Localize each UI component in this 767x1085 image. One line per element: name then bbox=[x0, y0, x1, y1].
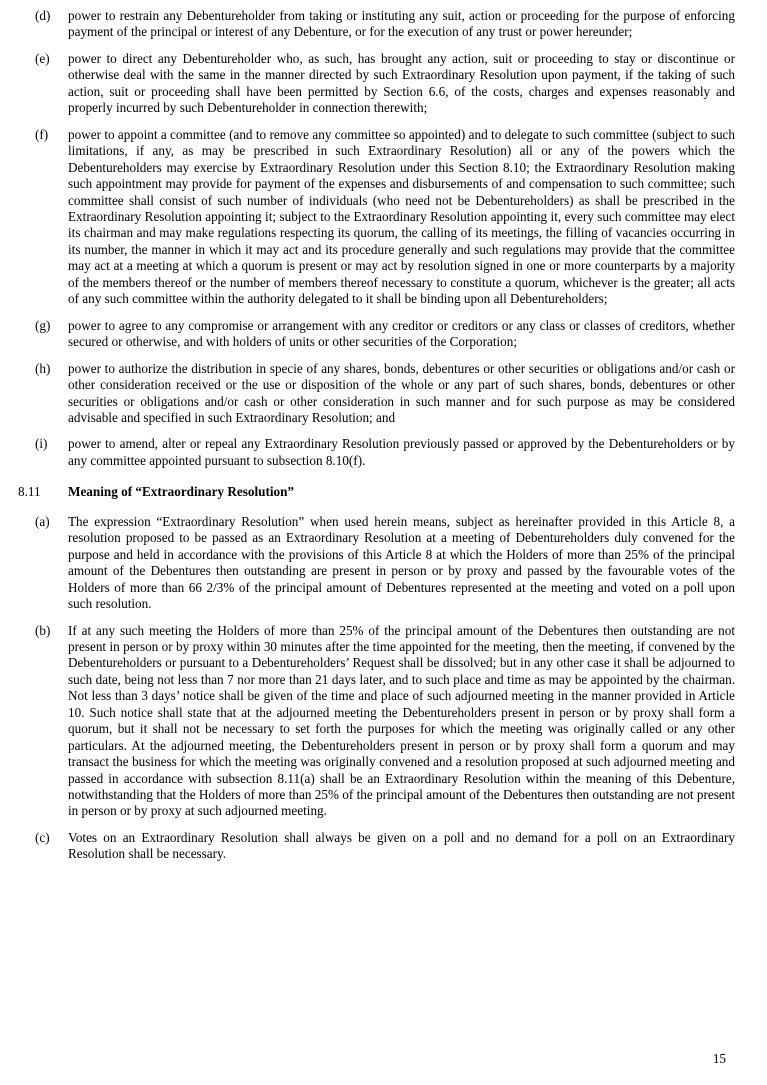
clause-label: (d) bbox=[35, 8, 51, 23]
subsection-label: (b) bbox=[35, 622, 51, 638]
subsection-item bbox=[35, 623, 735, 820]
clause-item bbox=[35, 318, 735, 351]
clause-item bbox=[35, 436, 735, 469]
clause-item bbox=[35, 127, 735, 308]
subsection-item bbox=[35, 514, 735, 613]
section-title: Meaning of “Extraordinary Resolution” bbox=[68, 484, 295, 500]
clause-text: power to direct any Debentureholder who, as such, has brought any action, suit or proceeding to stay or discontinue or otherwise deal with the same in the manner directed by such Extraordinary Resolution upon payment, if the taking of such action, suit or proceeding shall have been permitted by Section 6.6, of the costs, charges and expenses reasonably and properly incurred by such Debentureholder in connection therewith; bbox=[68, 50, 735, 116]
clause-text: power to agree to any compromise or arrangement with any creditor or creditors or any class or classes of creditors, whether secured or otherwise, and with holders of units or other securities of the Corporation; bbox=[68, 317, 735, 350]
subsection-text: If at any such meeting the Holders of more than 25% of the principal amount of the Debentures then outstanding are not present in person or by proxy within 30 minutes after the time appointed for the meeting, then the meeting, if convened by the Debentureholders or pursuant to a Debentureholders’ Request shall be dissolved; but in any other case it shall be adjourned to such date, being not less than 7 nor more than 21 days later, and to such place and time as may be appointed by the chairman. Not less than 3 days’ notice shall be given of the time and place of such adjourned meeting in the manner provided in Article 10. Such notice shall state that at the adjourned meeting the Debentureholders present in person or by proxy shall form a quorum, but it shall not be necessary to set forth the purposes for which the meeting was originally called or any other particulars. At the adjourned meeting, the Debentureholders present in person or by proxy shall form a quorum and may transact the business for which the meeting was originally convened and a resolution proposed at such adjourned meeting and passed in accordance with subsection 8.11(a) shall be an Extraordinary Resolution within the meaning of this Debenture, notwithstanding that the Holders of more than 25% of the principal amount of the Debentures then outstanding are not present in person or by proxy at such adjourned meeting. bbox=[68, 622, 735, 819]
clause-item bbox=[35, 361, 735, 427]
clause-text: power to appoint a committee (and to remove any committee so appointed) and to delegate to such committee (subject to such limitations, if any, as may be prescribed in such Extraordinary Resolution) all or any of the powers which the Debentureholders may exercise by Extraordinary Resolution under this Section 8.10; the Extraordinary Resolution making such appointment may provide for payment of the expenses and disbursements of and compensation to such committee; such committee shall consist of such number of individuals (who need not be Debentureholders) as shall be prescribed in the Extraordinary Resolution appointing it; subject to the Extraordinary Resolution appointing it, every such committee may elect its chairman and may make regulations respecting its quorum, the calling of its meetings, the filling of vacancies occurring in its number, the manner in which it may act and its procedure generally and such regulations may provide that the committee may act at a meeting at which a quorum is present or may act by resolution signed in one or more counterparts by a majority of the members thereof or the number of members thereof necessary to constitute a quorum, whichever is the greater; all acts of any such committee within the authority delegated to it shall be binding upon all Debentureholders; bbox=[68, 126, 735, 307]
clause-item bbox=[35, 51, 735, 117]
page-number: 15 bbox=[712, 1050, 726, 1066]
clause-label: (i) bbox=[35, 436, 48, 452]
subsection-item bbox=[35, 830, 735, 863]
subsection-text: The expression “Extraordinary Resolution” when used herein means, subject as hereinafter provided in this Article 8, a resolution proposed to be passed as an Extraordinary Resolution at a meeting of Debentureholders duly convened for the purpose and held in accordance with the provisions of this Article 8 at which the Holders of more than 25% of the principal amount of the Debentures then outstanding are present in person or by proxy and passed by the favourable votes of the Holders of more than 66 2/3% of the principal amount of Debentures represented at the meeting and voted on a poll upon such resolution. bbox=[68, 513, 735, 612]
clause-label: (g) bbox=[35, 317, 51, 333]
clause-label: (e) bbox=[35, 50, 50, 66]
clause-label: (f) bbox=[35, 126, 49, 142]
clause-text: power to authorize the distribution in specie of any shares, bonds, debentures or other securities or obligations and/or cash or other consideration received or the use or disposition of the whole or any part of such shares, bonds, debentures or other securities or obligations and/or cash or other consideration in such manner and for such purpose as may be considered advisable and specified in such Extraordinary Resolution; and bbox=[68, 360, 735, 425]
section-heading bbox=[18, 484, 735, 500]
subsection-label: (a) bbox=[35, 513, 50, 529]
clause-item bbox=[35, 8, 735, 41]
section-number: 8.11 bbox=[18, 484, 41, 500]
subsection-text: Votes on an Extraordinary Resolution shall always be given on a poll and no demand for a poll on an Extraordinary Resolution shall be necessary. bbox=[68, 829, 735, 862]
clause-label: (h) bbox=[35, 360, 51, 376]
clause-text: power to restrain any Debentureholder from taking or instituting any suit, action or proceeding for the purpose of enforcing payment of the principal or interest of any Debenture, or for the execution of any trust or power hereunder; bbox=[68, 8, 735, 40]
clause-text: power to amend, alter or repeal any Extraordinary Resolution previously passed or approved by the Debentureholders or by any committee appointed pursuant to subsection 8.10(f). bbox=[68, 436, 735, 468]
subsection-label: (c) bbox=[35, 829, 50, 845]
